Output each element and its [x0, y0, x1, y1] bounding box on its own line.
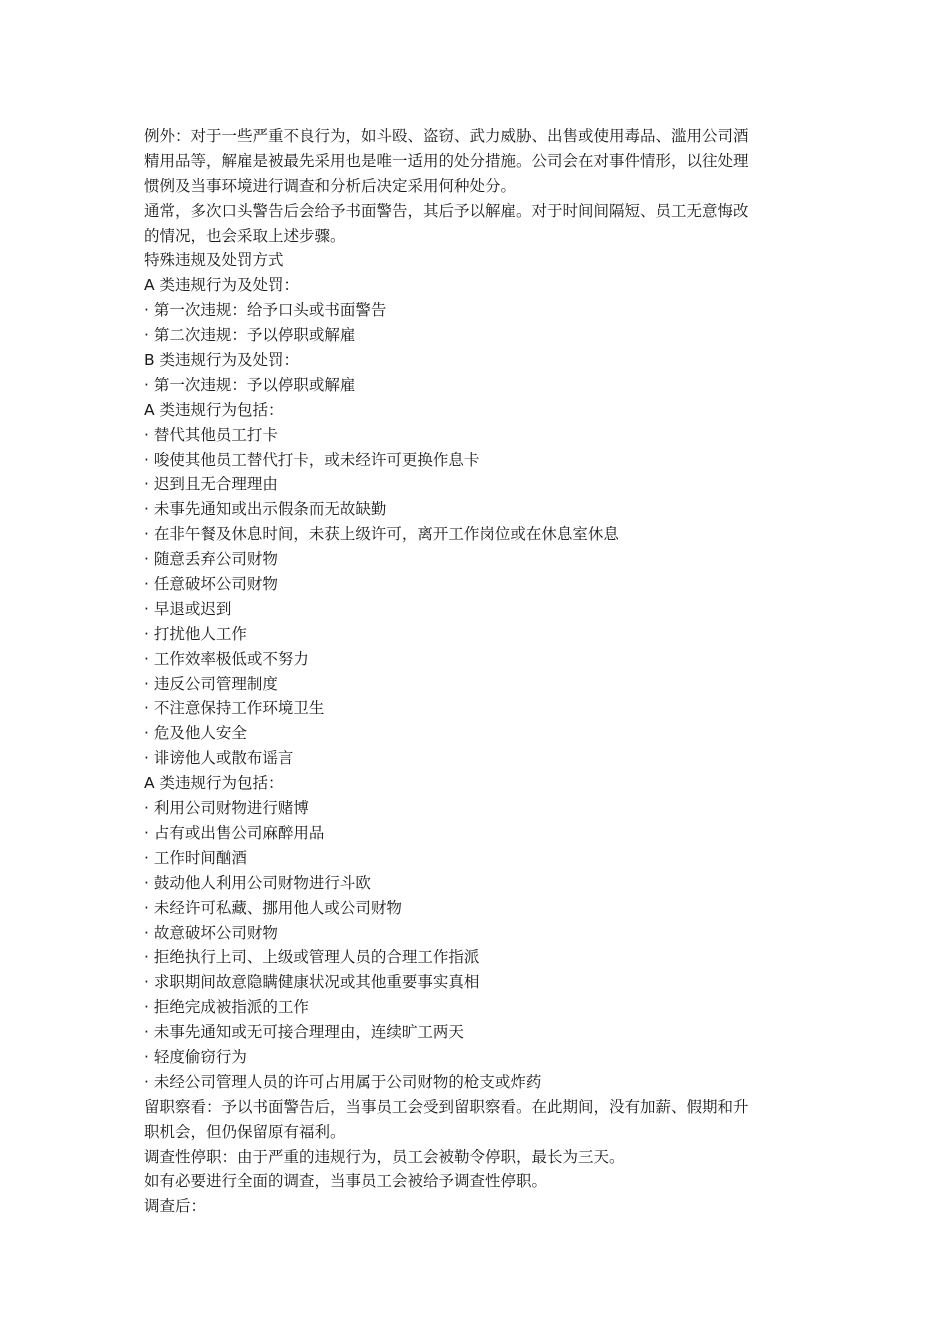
list-item: · 故意破坏公司财物 [144, 923, 278, 942]
list-item: · 任意破坏公司财物 [144, 575, 278, 594]
subheading: A 类违规行为包括： [144, 774, 284, 793]
list-item: · 拒绝完成被指派的工作 [144, 998, 309, 1017]
text-line: 的情况，也会采取上述步骤。 [144, 226, 346, 245]
list-item: · 利用公司财物进行赌博 [144, 799, 309, 818]
list-item: · 不注意保持工作环境卫生 [144, 699, 325, 718]
subheading: A 类违规行为及处罚： [144, 276, 300, 295]
list-item: · 工作效率极低或不努力 [144, 649, 309, 668]
list-item: · 第一次违规：予以停职或解雇 [144, 375, 356, 394]
text-line: 留职察看：予以书面警告后，当事员工会受到留职察看。在此期间，没有加薪、假期和升 [144, 1097, 749, 1116]
text-line: 如有必要进行全面的调查，当事员工会被给予调查性停职。 [144, 1172, 548, 1191]
list-item: · 随意丢弃公司财物 [144, 550, 278, 569]
list-item: · 占有或出售公司麻醉用品 [144, 823, 325, 842]
list-item: · 轻度偷窃行为 [144, 1047, 247, 1066]
list-item: · 工作时间酗酒 [144, 848, 247, 867]
list-item: · 诽谤他人或散布谣言 [144, 749, 294, 768]
list-item: · 唆使其他员工替代打卡，或未经许可更换作息卡 [144, 450, 480, 469]
text-line: 通常，多次口头警告后会给予书面警告，其后予以解雇。对于时间间隔短、员工无意悔改 [144, 201, 749, 220]
list-item: · 打扰他人工作 [144, 624, 247, 643]
list-item: · 未经公司管理人员的许可占用属于公司财物的枪支或炸药 [144, 1072, 542, 1091]
text-line: 调查后： [144, 1197, 207, 1216]
text-line: 职机会，但仍保留原有福利。 [144, 1122, 346, 1141]
list-item: · 替代其他员工打卡 [144, 425, 278, 444]
list-item: · 第一次违规：给予口头或书面警告 [144, 301, 387, 320]
document-body [144, 124, 812, 1219]
subheading: A 类违规行为包括： [144, 400, 284, 419]
list-item: · 违反公司管理制度 [144, 674, 278, 693]
list-item: · 危及他人安全 [144, 724, 247, 743]
text-line: 例外：对于一些严重不良行为，如斗殴、盗窃、武力威胁、出售或使用毒品、滥用公司酒 [144, 127, 749, 145]
text-line: 惯例及当事环境进行调查和分析后决定采用何种处分。 [144, 176, 517, 195]
subheading: B 类违规行为及处罚： [144, 351, 300, 370]
text-line: 精用品等，解雇是被最先采用也是唯一适用的处分措施。公司会在对事件情形，以往处理 [144, 151, 749, 170]
text-line: 调查性停职：由于严重的违规行为，员工会被勒令停职，最长为三天。 [144, 1147, 625, 1166]
list-item: · 在非午餐及休息时间，未获上级许可，离开工作岗位或在休息室休息 [144, 525, 619, 544]
list-item: · 求职期间故意隐瞒健康状况或其他重要事实真相 [144, 973, 480, 992]
list-item: · 未事先通知或无可接合理理由，连续旷工两天 [144, 1023, 464, 1042]
list-item: · 鼓动他人利用公司财物进行斗欧 [144, 873, 371, 892]
list-item: · 拒绝执行上司、上级或管理人员的合理工作指派 [144, 948, 480, 967]
list-item: · 第二次违规：予以停职或解雇 [144, 326, 356, 345]
list-item: · 未事先通知或出示假条而无故缺勤 [144, 500, 387, 519]
list-item: · 早退或迟到 [144, 599, 232, 618]
list-item: · 未经许可私藏、挪用他人或公司财物 [144, 898, 402, 917]
list-item: · 迟到且无合理理由 [144, 475, 278, 494]
section-heading: 特殊违规及处罚方式 [144, 251, 284, 270]
